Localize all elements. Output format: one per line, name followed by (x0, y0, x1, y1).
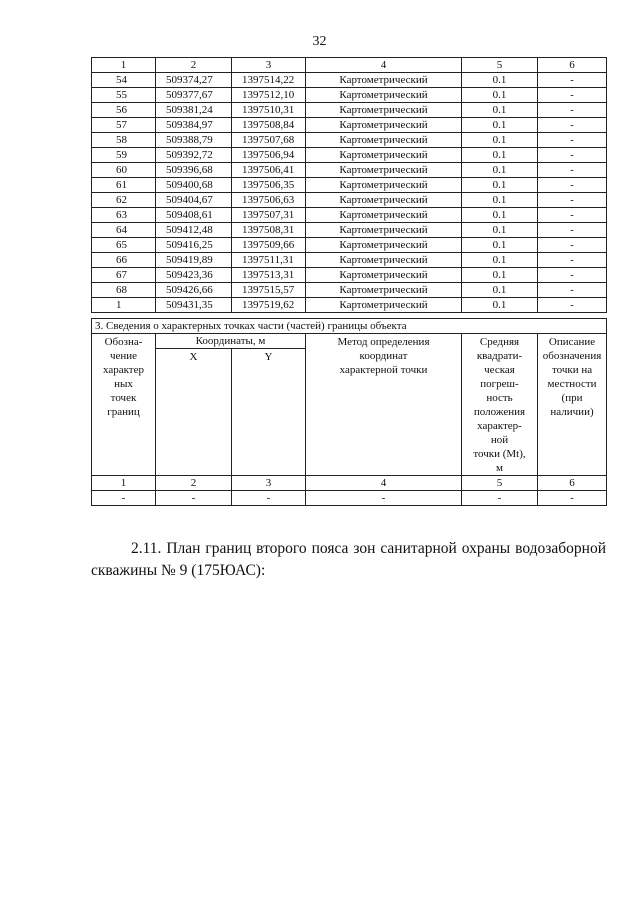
table-row (92, 103, 607, 118)
header-row (92, 334, 607, 349)
table-cell: Картометрический (306, 283, 462, 298)
table-row (92, 193, 607, 208)
table-row (92, 178, 607, 193)
table-cell: 1397508,31 (232, 223, 306, 238)
table-cell: - (538, 73, 607, 88)
table-row (92, 268, 607, 283)
table-cell: 0.1 (462, 238, 538, 253)
table-cell: 55 (92, 88, 156, 103)
table-cell: Картометрический (306, 298, 462, 313)
column-number: 4 (306, 476, 462, 491)
table-cell: 1397519,62 (232, 298, 306, 313)
empty-data-row (92, 491, 607, 506)
header-y: Y (232, 349, 306, 476)
table-cell: 64 (92, 223, 156, 238)
column-number: 6 (538, 58, 607, 73)
table-cell: - (538, 103, 607, 118)
table-cell: 61 (92, 178, 156, 193)
table-cell: 58 (92, 133, 156, 148)
table-cell: 0.1 (462, 133, 538, 148)
table-cell: Картометрический (306, 118, 462, 133)
table-cell: 1397510,31 (232, 103, 306, 118)
table-cell: 1397515,57 (232, 283, 306, 298)
table-cell: 0.1 (462, 148, 538, 163)
table-cell: - (538, 118, 607, 133)
section-heading: 2.11. План границ второго пояса зон санитарной охраны водозаборной скважины № 9 (175ЮАС): (91, 540, 606, 579)
table-row (92, 118, 607, 133)
table-cell: - (538, 148, 607, 163)
table-cell: 509408,61 (156, 208, 232, 223)
table-cell: 0.1 (462, 73, 538, 88)
table-cell: 0.1 (462, 223, 538, 238)
table-cell: Картометрический (306, 178, 462, 193)
table-cell: 1397506,41 (232, 163, 306, 178)
table-cell: 0.1 (462, 253, 538, 268)
table-cell: - (538, 298, 607, 313)
table-cell: 66 (92, 253, 156, 268)
table-cell: 1397506,35 (232, 178, 306, 193)
table-cell: 509377,67 (156, 88, 232, 103)
table-cell: 0.1 (462, 103, 538, 118)
header-point-designation: Обозна- чение характер ных точек границ (92, 334, 156, 476)
table-cell: 56 (92, 103, 156, 118)
table-cell: - (538, 223, 607, 238)
table-cell: 62 (92, 193, 156, 208)
table-cell: 68 (92, 283, 156, 298)
table-cell: Картометрический (306, 223, 462, 238)
table-cell: 509404,67 (156, 193, 232, 208)
column-number: 5 (462, 476, 538, 491)
column-number: 2 (156, 58, 232, 73)
table-cell: Картометрический (306, 163, 462, 178)
table-cell: 1397514,22 (232, 73, 306, 88)
header-coordinates: Координаты, м (156, 334, 306, 349)
table-cell: - (538, 238, 607, 253)
table-cell: 1 (92, 298, 156, 313)
header-description: Описание обозначения точки на местности (при наличии) (538, 334, 607, 476)
table-row (92, 163, 607, 178)
table-cell: 59 (92, 148, 156, 163)
table-row (92, 88, 607, 103)
part-boundary-table (91, 318, 607, 506)
table-cell: 509388,79 (156, 133, 232, 148)
table-cell: - (538, 208, 607, 223)
table-cell: 509419,89 (156, 253, 232, 268)
coordinates-table-body (92, 58, 607, 313)
table-cell: 0.1 (462, 193, 538, 208)
table-cell: Картометрический (306, 193, 462, 208)
empty-cell: - (538, 491, 607, 506)
table-cell: Картометрический (306, 238, 462, 253)
table-cell: 509384,97 (156, 118, 232, 133)
table-cell: - (538, 133, 607, 148)
table-cell: Картометрический (306, 88, 462, 103)
table-row (92, 283, 607, 298)
column-number-row (92, 476, 607, 491)
table-cell: 1397512,10 (232, 88, 306, 103)
table-cell: - (538, 283, 607, 298)
table-cell: 67 (92, 268, 156, 283)
empty-cell: - (306, 491, 462, 506)
empty-cell: - (92, 491, 156, 506)
table-cell: - (538, 163, 607, 178)
table-row (92, 73, 607, 88)
table-row (92, 253, 607, 268)
table-cell: 509374,27 (156, 73, 232, 88)
section-title-row (92, 319, 607, 334)
column-number: 6 (538, 476, 607, 491)
table-cell: 509416,25 (156, 238, 232, 253)
empty-cell: - (156, 491, 232, 506)
column-number: 4 (306, 58, 462, 73)
column-number: 3 (232, 476, 306, 491)
header-x: X (156, 349, 232, 476)
page-number: 32 (312, 34, 327, 49)
table-cell: 1397507,31 (232, 208, 306, 223)
table-cell: - (538, 253, 607, 268)
table-cell: Картометрический (306, 253, 462, 268)
table-cell: - (538, 193, 607, 208)
header-method: Метод определения координат характерной точки (306, 334, 462, 476)
table-cell: 63 (92, 208, 156, 223)
column-number: 3 (232, 58, 306, 73)
table-cell: - (538, 268, 607, 283)
section-title: 3. Сведения о характерных точках части (частей) границы объекта (92, 319, 607, 334)
table-cell: 57 (92, 118, 156, 133)
table-cell: Картометрический (306, 268, 462, 283)
table-cell: Картометрический (306, 103, 462, 118)
empty-cell: - (462, 491, 538, 506)
column-number-row (92, 58, 607, 73)
table-cell: 0.1 (462, 178, 538, 193)
table-cell: 1397513,31 (232, 268, 306, 283)
table-row (92, 208, 607, 223)
table-cell: 0.1 (462, 283, 538, 298)
table-cell: 509392,72 (156, 148, 232, 163)
table-cell: - (538, 178, 607, 193)
table-cell: 1397506,94 (232, 148, 306, 163)
table-cell: 509396,68 (156, 163, 232, 178)
table-cell: 509431,35 (156, 298, 232, 313)
table-cell: 1397506,63 (232, 193, 306, 208)
table-cell: Картометрический (306, 208, 462, 223)
table-row (92, 133, 607, 148)
table-cell: 0.1 (462, 88, 538, 103)
table-row (92, 223, 607, 238)
table-cell: Картометрический (306, 148, 462, 163)
header-error: Средняя квадрати- ческая погреш- ность положения характер- ной точки (Mt), м (462, 334, 538, 476)
column-number: 5 (462, 58, 538, 73)
coordinates-table (91, 57, 607, 313)
table-cell: Картометрический (306, 133, 462, 148)
table-cell: 509400,68 (156, 178, 232, 193)
table-row (92, 148, 607, 163)
table-cell: 65 (92, 238, 156, 253)
table-cell: 509426,66 (156, 283, 232, 298)
table-cell: 1397509,66 (232, 238, 306, 253)
empty-cell: - (232, 491, 306, 506)
table-cell: 509381,24 (156, 103, 232, 118)
table-cell: 54 (92, 73, 156, 88)
table-cell: 0.1 (462, 163, 538, 178)
table-row (92, 238, 607, 253)
column-number: 1 (92, 476, 156, 491)
table-cell: 509412,48 (156, 223, 232, 238)
table-cell: 0.1 (462, 118, 538, 133)
table-cell: 0.1 (462, 268, 538, 283)
table-cell: 509423,36 (156, 268, 232, 283)
column-number: 2 (156, 476, 232, 491)
table-cell: Картометрический (306, 73, 462, 88)
table-row (92, 298, 607, 313)
table-cell: 1397507,68 (232, 133, 306, 148)
table-cell: - (538, 88, 607, 103)
table-cell: 60 (92, 163, 156, 178)
table-cell: 1397511,31 (232, 253, 306, 268)
table-cell: 0.1 (462, 208, 538, 223)
column-number: 1 (92, 58, 156, 73)
table-cell: 0.1 (462, 298, 538, 313)
table-cell: 1397508,84 (232, 118, 306, 133)
